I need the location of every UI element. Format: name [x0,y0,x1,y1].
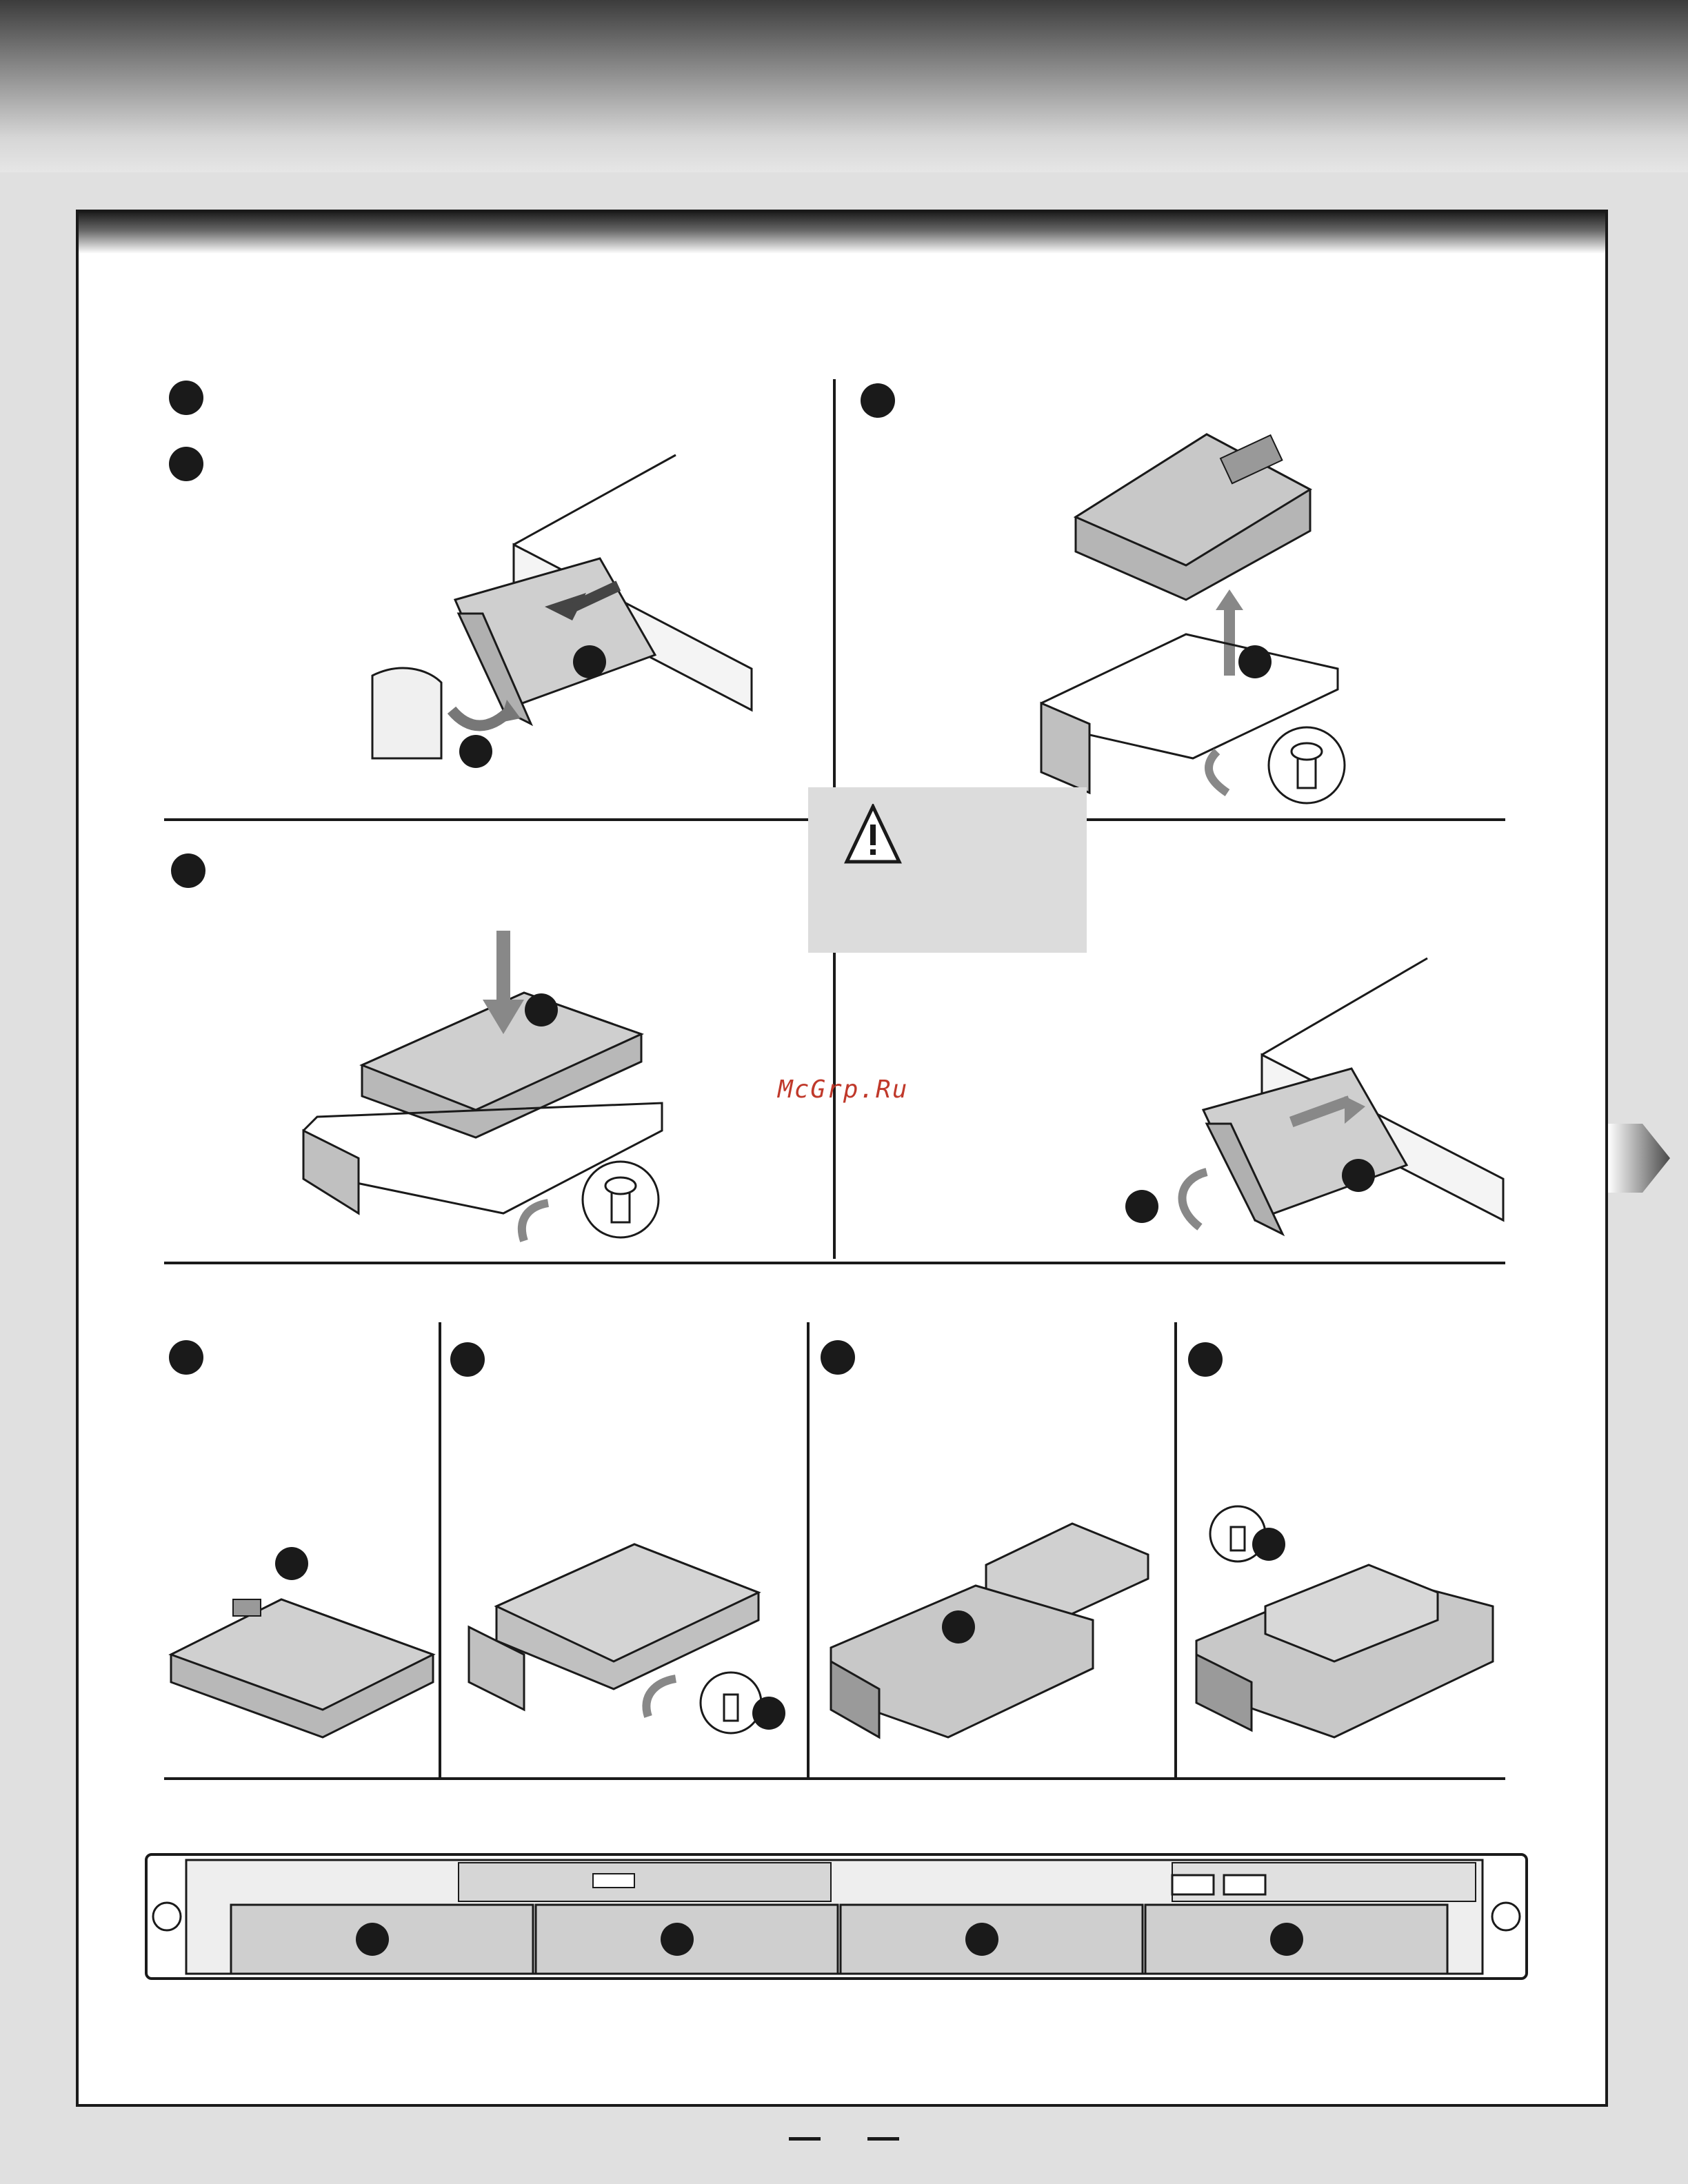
frame-header-bar [79,212,1605,254]
step-badge [450,1342,485,1377]
illustration-adapter-bracket [171,1537,433,1703]
step-badge [169,1340,203,1375]
page-number-dash-right [867,2137,899,2141]
illustration-insert-carrier [1117,958,1510,1255]
next-page-arrow-icon[interactable] [1608,1103,1670,1213]
step-badge [1188,1342,1223,1377]
server-front-panel [145,1853,1528,2025]
divider-vertical-b2 [807,1322,810,1777]
illustration-install-drive [297,924,710,1248]
warning-triangle-icon [844,804,902,866]
step-badge [169,447,203,481]
illustration-2-5in-drive-carrier [455,1503,772,1730]
step-badge [821,1340,855,1375]
illustration-remove-carrier [365,448,752,772]
illustration-remove-filler [1021,427,1379,813]
step-badge [171,853,205,888]
divider-horizontal-2 [164,1262,1505,1264]
illustration-adapter-in-carrier [824,1489,1162,1751]
top-header-band [0,0,1688,172]
watermark: McGrp.Ru [778,1075,909,1104]
step-badge [861,383,895,418]
divider-vertical-b3 [1174,1322,1177,1777]
warning-callout [808,787,1087,953]
illustration-secure-adapter [1189,1503,1507,1751]
step-badge [169,381,203,415]
divider-horizontal-3 [164,1777,1505,1780]
divider-vertical-b1 [439,1322,441,1777]
page-number-dash-left [789,2137,821,2141]
